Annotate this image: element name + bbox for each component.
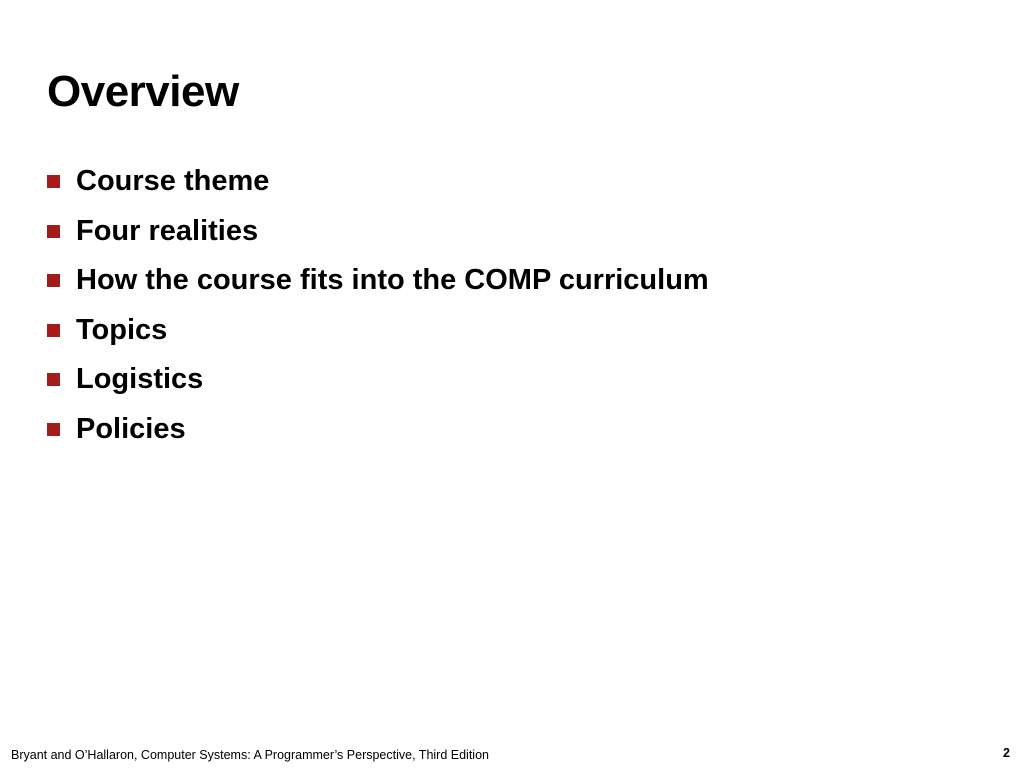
bullet-label: Topics — [76, 313, 168, 346]
list-item — [47, 355, 709, 405]
square-bullet-icon — [47, 373, 60, 386]
bullet-list — [47, 157, 709, 454]
list-item — [47, 207, 709, 257]
list-item — [47, 256, 709, 306]
bullet-label: How the course fits into the COMP curriculum — [76, 264, 709, 297]
slide-title: Overview — [47, 67, 239, 116]
bullet-label: Four realities — [76, 214, 259, 247]
square-bullet-icon — [47, 423, 60, 436]
bullet-label: Course theme — [76, 165, 270, 198]
list-item — [47, 157, 709, 207]
square-bullet-icon — [47, 274, 60, 287]
square-bullet-icon — [47, 324, 60, 337]
list-item — [47, 306, 709, 356]
bullet-label: Policies — [76, 412, 186, 445]
footer-citation: Bryant and O’Hallaron, Computer Systems: A Programmer’s Perspective, Third Edition — [11, 748, 489, 762]
list-item — [47, 405, 709, 455]
bullet-label: Logistics — [76, 363, 204, 396]
square-bullet-icon — [47, 225, 60, 238]
square-bullet-icon — [47, 175, 60, 188]
page-number: 2 — [1003, 746, 1010, 760]
